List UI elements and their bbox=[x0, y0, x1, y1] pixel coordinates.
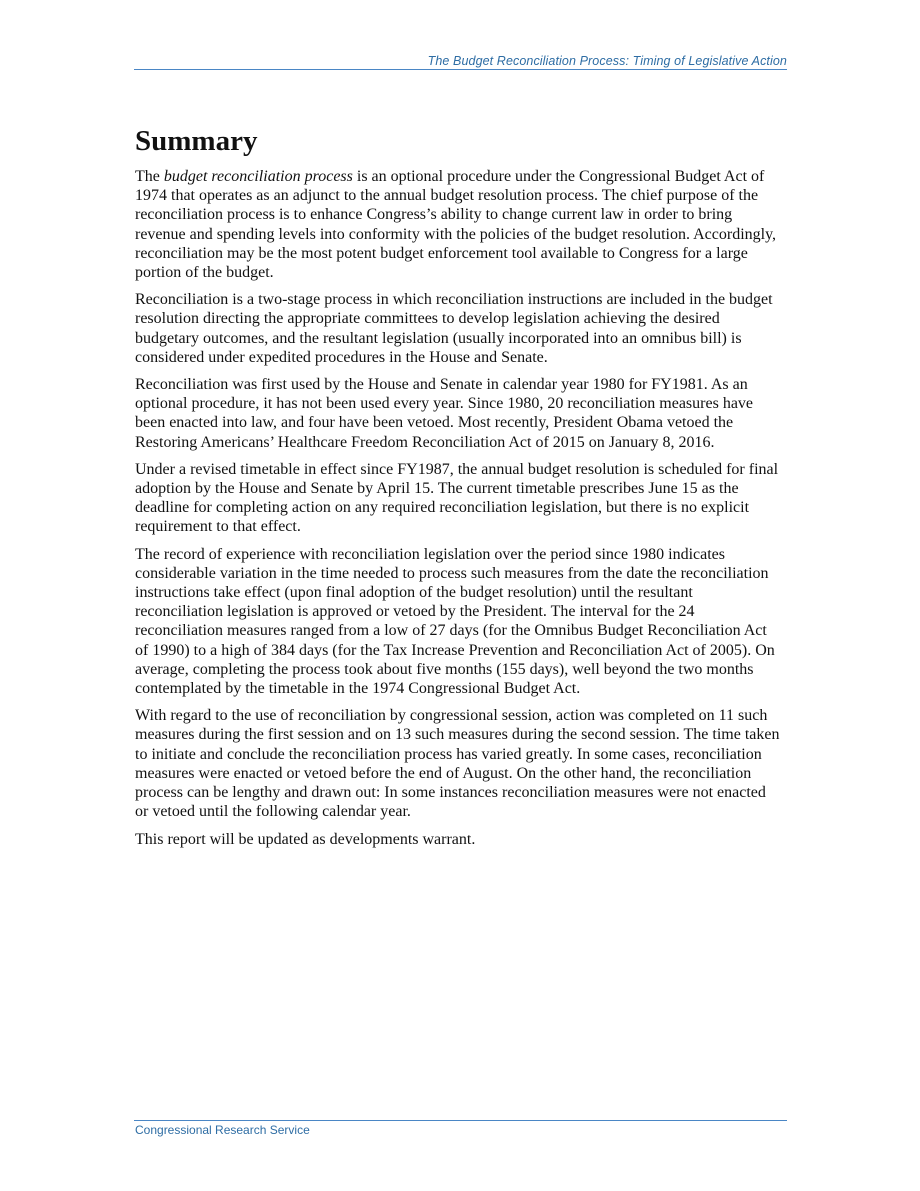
summary-paragraph-6: With regard to the use of reconciliation by congressional session, action was completed on 11 such measures during the first session and on 13 such measures during the second session. The time taken to initiate and conclude the reconciliation process has varied greatly. In some cases, reconciliation measures were enacted or vetoed before the end of August. On the other hand, the reconciliation process can be lengthy and drawn out: In some instances reconciliation measures were not enacted or vetoed until the following calendar year. bbox=[135, 707, 780, 821]
summary-paragraph-3: Reconciliation was first used by the House and Senate in calendar year 1980 for FY1981. As an optional procedure, it has not been used every year. Since 1980, 20 reconciliation measures have been enacted into law, and four have been vetoed. Most recently, President Obama vetoed the Restoring Americans’ Healthcare Freedom Reconciliation Act of 2015 on January 8, 2016. bbox=[135, 376, 754, 451]
footer-divider bbox=[134, 1120, 787, 1121]
summary-paragraph-5: The record of experience with reconciliation legislation over the period since 1980 indicates considerable variation in the time needed to process such measures from the date the reconciliation instructions take effect (upon final adoption of the budget resolution) until the resultant reconciliation legislation is approved or vetoed by the President. The interval for the 24 reconciliation measures ranged from a low of 27 days (for the Omnibus Budget Reconciliation Act of 1990) to a high of 384 days (for the Tax Increase Prevention and Reconciliation Act of 2005). On average, completing the process took about five months (155 days), well beyond the two months contemplated by the timetable in the 1974 Congressional Budget Act. bbox=[135, 545, 775, 698]
summary-paragraph-1 bbox=[135, 167, 783, 282]
paragraph-1-rest: is an optional procedure under the Congressional Budget Act of 1974 that operates as an adjunct to the annual budget resolution process. The chief purpose of the reconciliation process is to enhance Congress’s ability to change current law in order to bring revenue and spending levels into conformity with the policies of the budget resolution. Accordingly, reconciliation may be the most potent budget enforcement tool available to Congress for a large portion of the budget. bbox=[135, 168, 777, 282]
running-header: The Budget Reconciliation Process: Timing of Legislative Action bbox=[427, 54, 787, 68]
summary-paragraph-7: This report will be updated as developments warrant. bbox=[135, 830, 476, 848]
footer-organization: Congressional Research Service bbox=[135, 1123, 310, 1137]
header-divider bbox=[134, 69, 787, 70]
summary-paragraph-2: Reconciliation is a two-stage process in which reconciliation instructions are included in the budget resolution directing the appropriate committees to develop legislation achieving the desired budgetary outcomes, and the resultant legislation (usually incorporated into an omnibus bill) is considered under expedited procedures in the House and Senate. bbox=[135, 291, 773, 366]
paragraph-1-lead: The bbox=[135, 168, 164, 185]
paragraph-1-emphasis: budget reconciliation process bbox=[163, 168, 353, 185]
summary-paragraph-4: Under a revised timetable in effect since FY1987, the annual budget resolution is scheduled for final adoption by the House and Senate by April 15. The current timetable prescribes June 15 as the deadline for completing action on any required reconciliation legislation, but there is no explicit requirement to that effect. bbox=[135, 460, 779, 536]
summary-section bbox=[135, 124, 783, 857]
section-title: Summary bbox=[135, 125, 258, 157]
